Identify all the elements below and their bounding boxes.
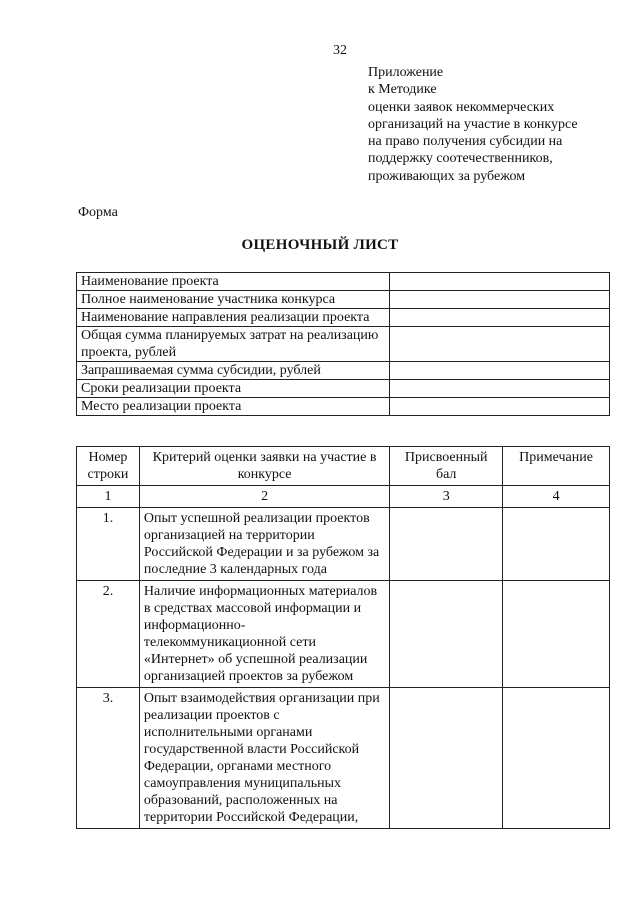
appendix-line: проживающих за рубежом: [368, 168, 526, 184]
info-value-cell[interactable]: [390, 291, 610, 309]
table-header-row: [77, 447, 610, 486]
info-value-cell[interactable]: [390, 309, 610, 327]
appendix-line: к Методике: [368, 82, 437, 98]
column-number: 4: [503, 486, 610, 508]
header-score: Присвоенный бал: [390, 447, 503, 486]
info-value-cell[interactable]: [390, 273, 610, 291]
appendix-line: на право получения субсидии на: [368, 134, 563, 150]
table-row: [77, 398, 610, 416]
info-value-cell[interactable]: [390, 362, 610, 380]
table-row: [77, 309, 610, 327]
note-cell[interactable]: [503, 508, 610, 581]
column-number-row: [77, 486, 610, 508]
criterion-text: Опыт взаимодействия организации при реализации проектов с исполнительными органами государственной власти Российской Федерации, органами местного самоуправления муниципальных образований, расположенных на территории Российской Федерации,: [139, 688, 389, 829]
table-row: [77, 273, 610, 291]
info-label: Полное наименование участника конкурса: [77, 291, 390, 309]
info-label: Место реализации проекта: [77, 398, 390, 416]
column-number: 2: [139, 486, 389, 508]
form-label: Форма: [78, 205, 118, 220]
appendix-line: оценки заявок некоммерческих: [368, 99, 555, 115]
header-row-number: Номер строки: [77, 447, 140, 486]
row-number: 1.: [77, 508, 140, 581]
document-title: ОЦЕНОЧНЫЙ ЛИСТ: [241, 237, 399, 253]
row-number: 2.: [77, 581, 140, 688]
criterion-text: Опыт успешной реализации проектов организацией на территории Российской Федерации и за рубежом за последние 3 календарных года: [139, 508, 389, 581]
header-note: Примечание: [503, 447, 610, 486]
project-info-table: [76, 272, 610, 416]
info-label: Наименование проекта: [77, 273, 390, 291]
note-cell[interactable]: [503, 688, 610, 829]
page-number: 32: [333, 43, 347, 58]
note-cell[interactable]: [503, 581, 610, 688]
table-row: [77, 581, 610, 688]
info-label: Наименование направления реализации проекта: [77, 309, 390, 327]
appendix-note: [368, 64, 578, 185]
appendix-line: организаций на участие в конкурсе: [368, 116, 578, 132]
table-row: [77, 291, 610, 309]
info-label: Запрашиваемая сумма субсидии, рублей: [77, 362, 390, 380]
table-row: [77, 327, 610, 362]
appendix-line: Приложение: [368, 65, 444, 80]
criterion-text: Наличие информационных материалов в средствах массовой информации и информационно-телекоммуникационной сети «Интернет» об успешной реализации организацией проектов за рубежом: [139, 581, 389, 688]
row-number: 3.: [77, 688, 140, 829]
table-row: [77, 362, 610, 380]
column-number: 1: [77, 486, 140, 508]
column-number: 3: [390, 486, 503, 508]
table-row: [77, 380, 610, 398]
appendix-line: поддержку соотечественников,: [368, 151, 553, 167]
score-cell[interactable]: [390, 508, 503, 581]
info-label: Сроки реализации проекта: [77, 380, 390, 398]
info-value-cell[interactable]: [390, 398, 610, 416]
table-row: [77, 688, 610, 829]
table-row: [77, 508, 610, 581]
score-cell[interactable]: [390, 581, 503, 688]
header-criterion: Критерий оценки заявки на участие в конкурсе: [139, 447, 389, 486]
score-cell[interactable]: [390, 688, 503, 829]
info-value-cell[interactable]: [390, 327, 610, 362]
info-value-cell[interactable]: [390, 380, 610, 398]
info-label: Общая сумма планируемых затрат на реализацию проекта, рублей: [77, 327, 390, 362]
criteria-table: [76, 446, 610, 829]
